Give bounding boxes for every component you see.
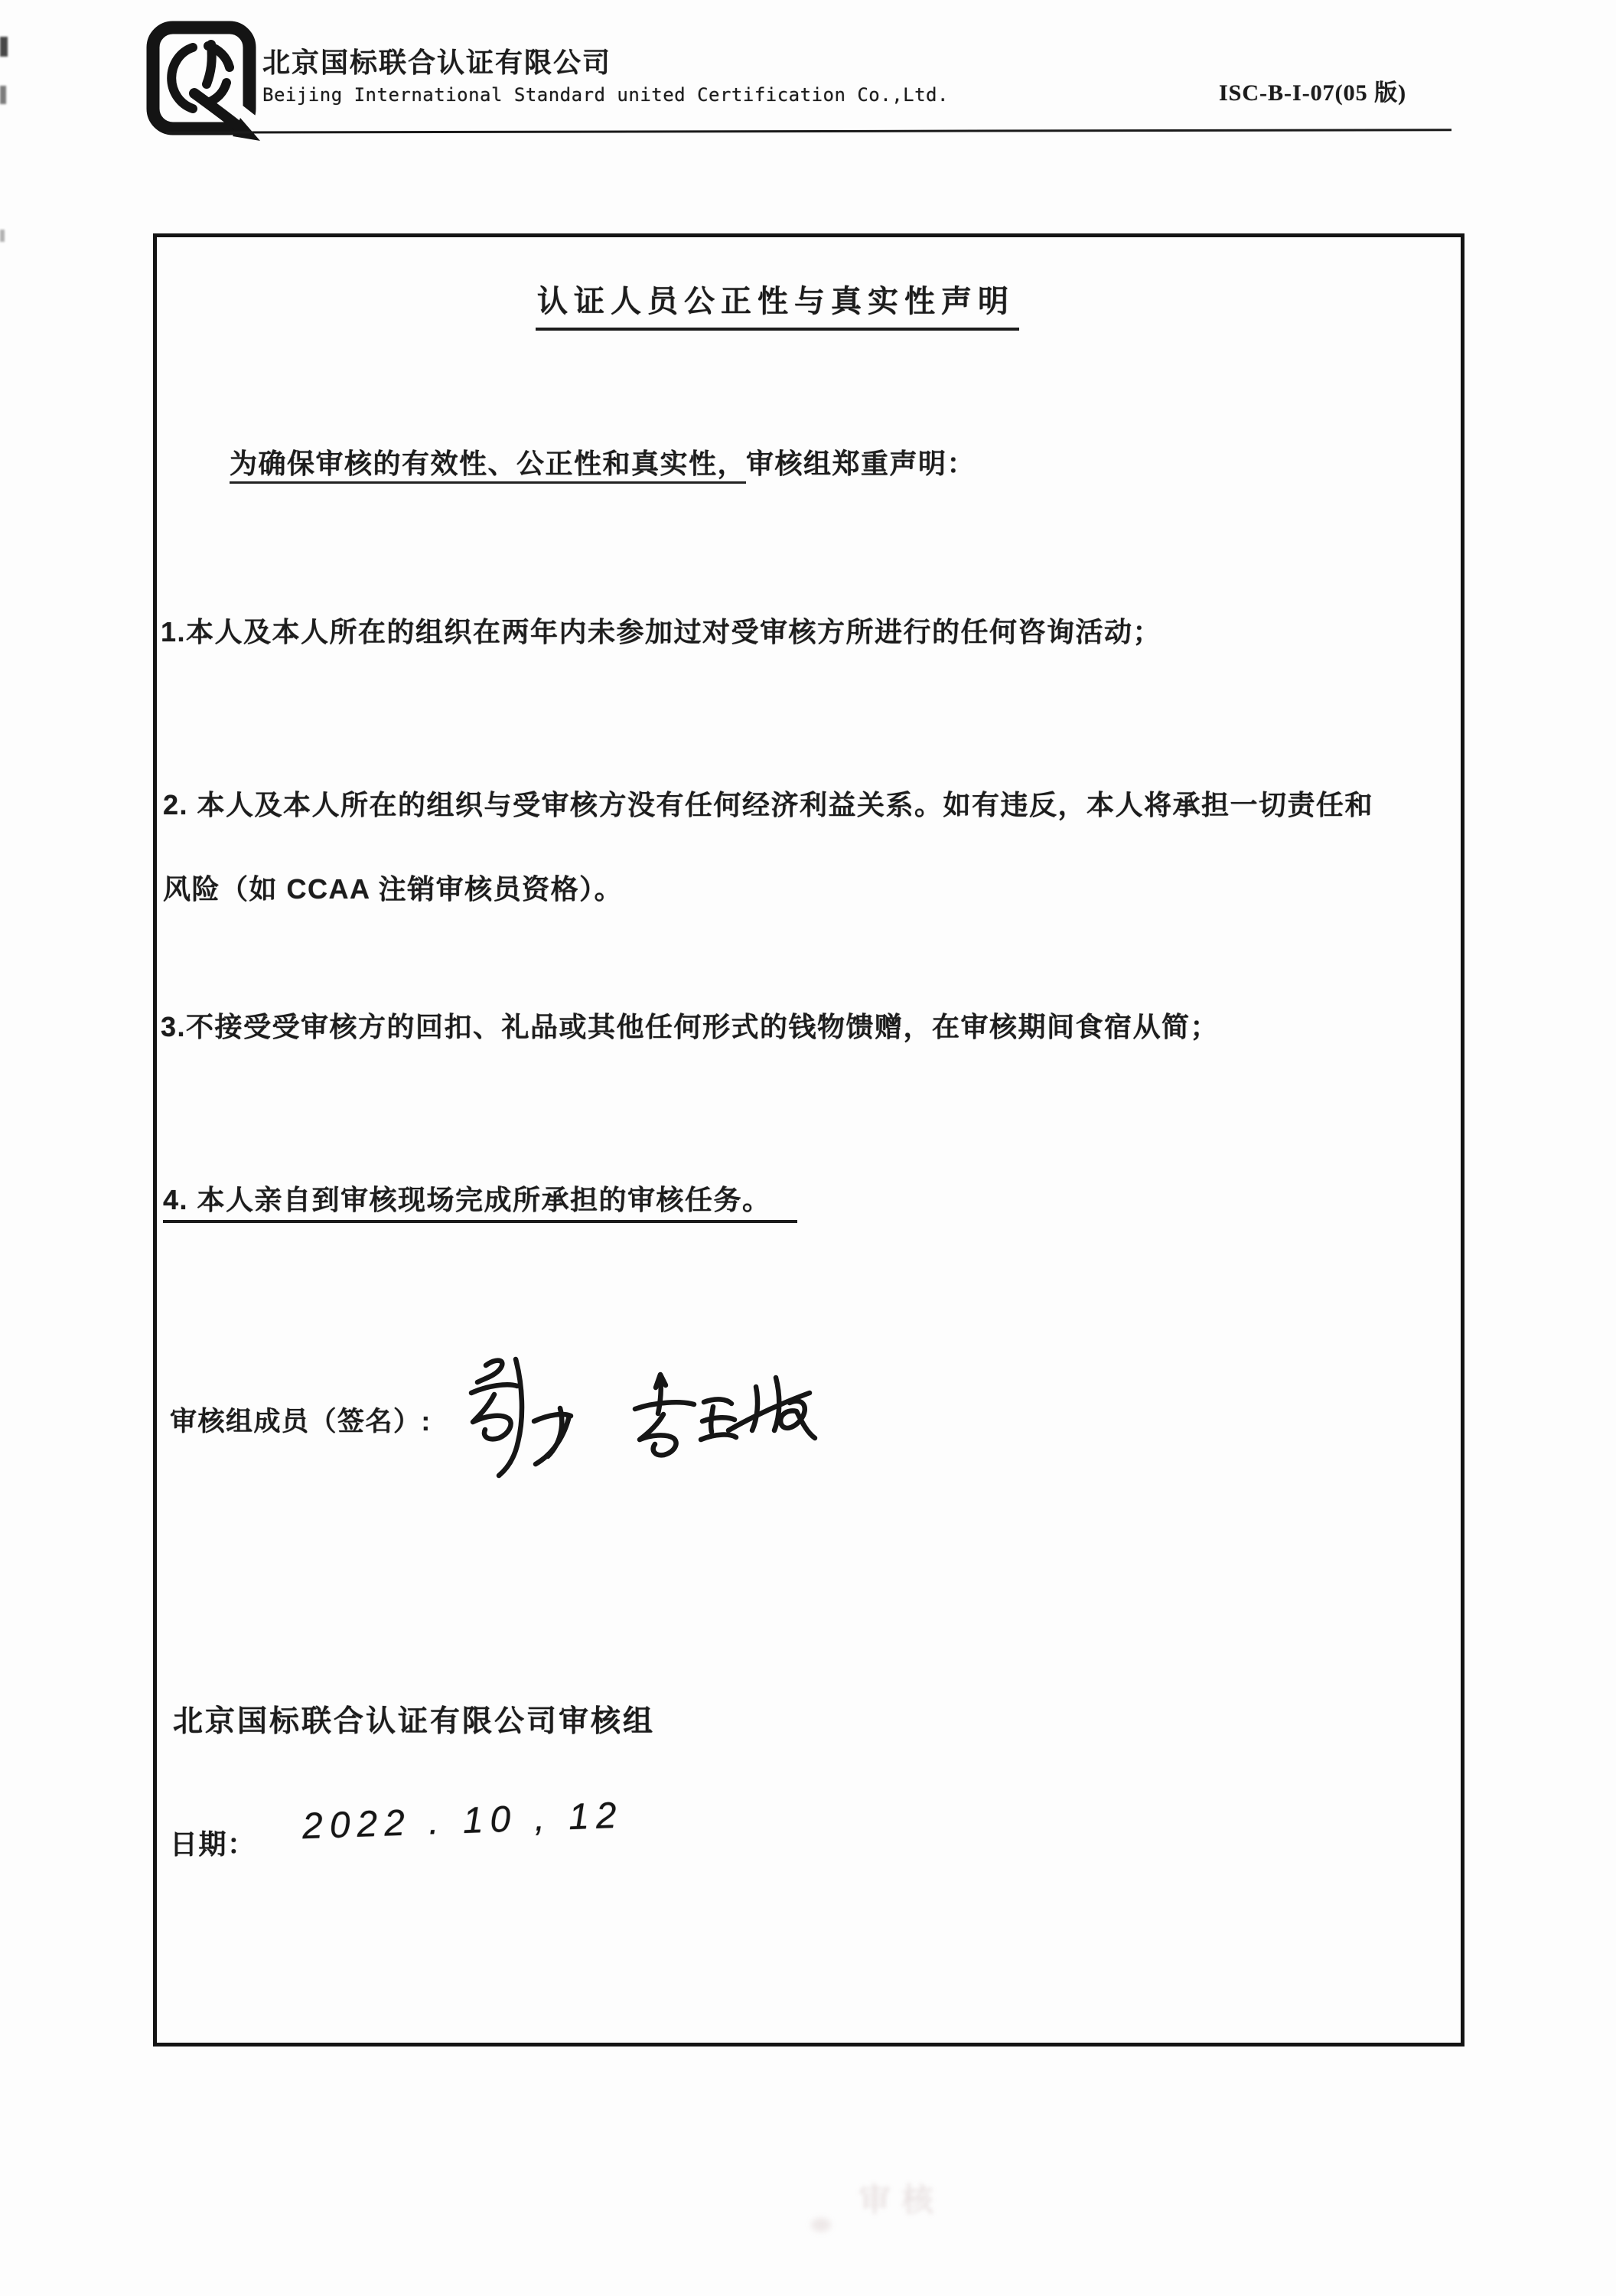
declaration-title: 认证人员公正性与真实性声明 bbox=[536, 277, 1019, 331]
item-4-underlined-text: 4. 本人亲自到审核现场完成所承担的审核任务。 bbox=[163, 1184, 797, 1223]
handwritten-signatures bbox=[444, 1332, 826, 1531]
company-logo-icon bbox=[144, 20, 274, 146]
declaration-box bbox=[153, 233, 1464, 2047]
document-code: ISC-B-I-07(05 版) bbox=[1219, 80, 1407, 106]
intro-rest-text: 审核组郑重声明： bbox=[746, 448, 976, 479]
handwritten-signature-1 bbox=[471, 1359, 571, 1476]
declaration-item-2-line-2: 风险（如 CCAA 注销审核员资格）。 bbox=[163, 873, 624, 905]
date-label: 日期： bbox=[170, 1828, 256, 1860]
company-name-en: Beijing International Standard united Certification Co.,Ltd. bbox=[262, 84, 949, 106]
audit-team-line: 北京国标联合认证有限公司审核组 bbox=[173, 1705, 656, 1738]
header-divider bbox=[166, 129, 1451, 134]
handwritten-date: 2022 . 10 , 12 bbox=[301, 1795, 624, 1848]
declaration-intro bbox=[230, 445, 976, 483]
declaration-item-4 bbox=[163, 1182, 797, 1219]
ink-bleed-artifact bbox=[811, 2218, 831, 2232]
ink-bleed-artifact: 审核 bbox=[858, 2182, 945, 2218]
scan-edge-mark bbox=[0, 37, 8, 57]
handwritten-signature-2 bbox=[635, 1375, 815, 1455]
declaration-item-1: 1.本人及本人所在的组织在两年内未参加过对受审核方所进行的任何咨询活动； bbox=[161, 616, 1162, 647]
intro-underlined-text: 为确保审核的有效性、公正性和真实性， bbox=[230, 448, 746, 484]
scan-edge-mark bbox=[0, 86, 6, 104]
declaration-item-2-line-1: 2. 本人及本人所在的组织与受审核方没有任何经济利益关系。如有违反，本人将承担一切责任和 bbox=[163, 789, 1374, 820]
declaration-item-3: 3.不接受受审核方的回扣、礼品或其他任何形式的钱物馈赠，在审核期间食宿从简； bbox=[161, 1011, 1220, 1042]
company-name-cn: 北京国标联合认证有限公司 bbox=[262, 47, 612, 78]
scan-edge-mark bbox=[0, 230, 5, 242]
signature-label: 审核组成员（签名）: bbox=[170, 1407, 432, 1437]
